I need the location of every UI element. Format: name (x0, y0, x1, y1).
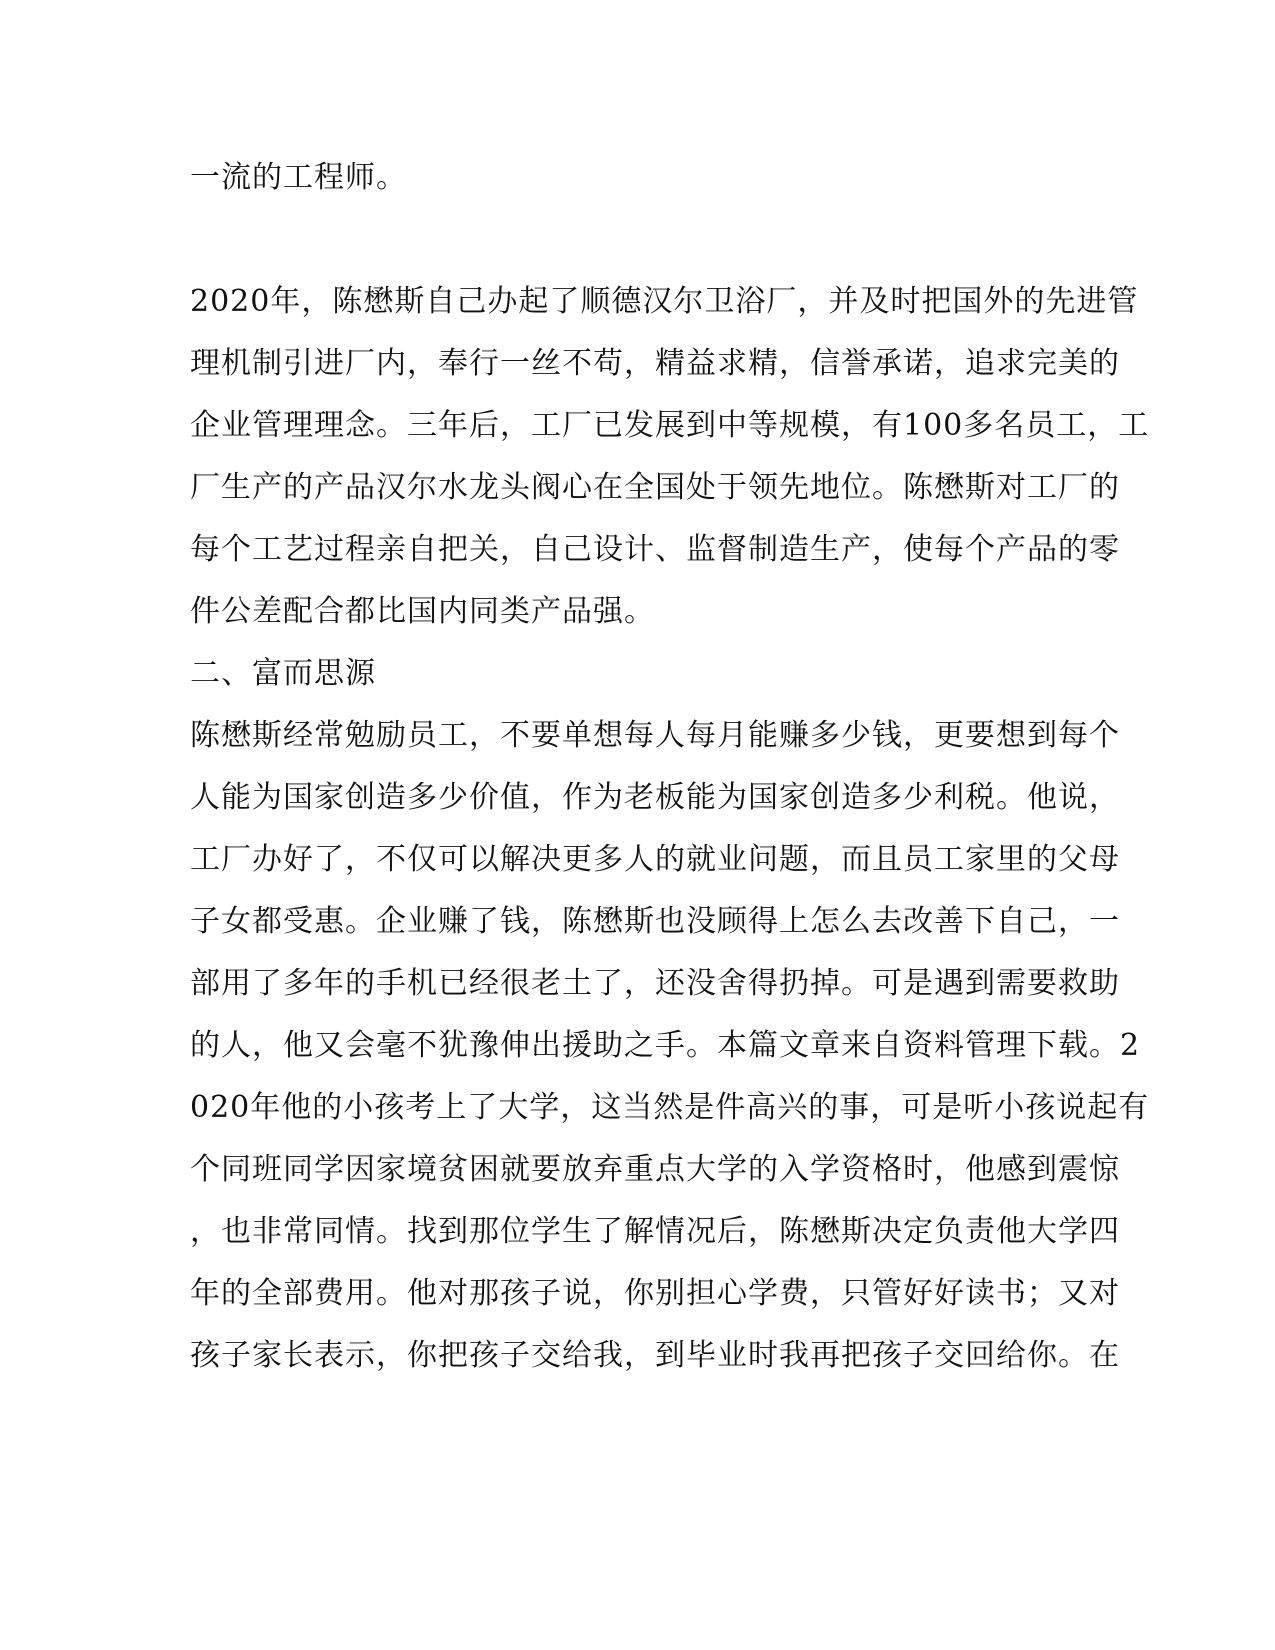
text-line-14: 的人，他又会毫不犹豫伸出援助之手。本篇文章来自资料管理下载。2 (190, 1028, 1141, 1063)
text-line-10: 人能为国家创造多少价值，作为老板能为国家创造多少利税。他说， (190, 780, 1120, 815)
text-line-5: 厂生产的产品汉尔水龙头阀心在全国处于领先地位。陈懋斯对工厂的 (190, 470, 1120, 505)
text-line-2: 2020年，陈懋斯自己办起了顺德汉尔卫浴厂，并及时把国外的先进管 (190, 284, 1139, 319)
text-line-9: 陈懋斯经常勉励员工，不要单想每人每月能赚多少钱，更要想到每个 (190, 718, 1120, 753)
text-line-13: 部用了多年的手机已经很老土了，还没舍得扔掉。可是遇到需要救助 (190, 966, 1120, 1001)
section-heading: 二、富而思源 (190, 656, 376, 691)
text-line-11: 工厂办好了，不仅可以解决更多人的就业问题，而且员工家里的父母 (190, 842, 1120, 877)
text-line-6: 每个工艺过程亲自把关，自己设计、监督制造生产，使每个产品的零 (190, 532, 1120, 567)
text-line-7: 件公差配合都比国内同类产品强。 (190, 594, 655, 629)
text-line-16: 个同班同学因家境贫困就要放弃重点大学的入学资格时，他感到震惊 (190, 1152, 1120, 1187)
text-line-15: 020年他的小孩考上了大学，这当然是件高兴的事，可是听小孩说起有 (190, 1090, 1150, 1125)
text-line-1: 一流的工程师。 (190, 160, 407, 195)
text-line-19: 孩子家长表示，你把孩子交给我，到毕业时我再把孩子交回给你。在 (190, 1338, 1120, 1373)
text-line-3: 理机制引进厂内，奉行一丝不苟，精益求精，信誉承诺，追求完美的 (190, 346, 1120, 381)
text-line-18: 年的全部费用。他对那孩子说，你别担心学费，只管好好读书；又对 (190, 1276, 1120, 1311)
text-line-12: 子女都受惠。企业赚了钱，陈懋斯也没顾得上怎么去改善下自己，一 (190, 904, 1120, 939)
text-line-4: 企业管理理念。三年后，工厂已发展到中等规模，有100多名员工，工 (190, 408, 1150, 443)
text-line-17: ，也非常同情。找到那位学生了解情况后，陈懋斯决定负责他大学四 (190, 1214, 1120, 1249)
